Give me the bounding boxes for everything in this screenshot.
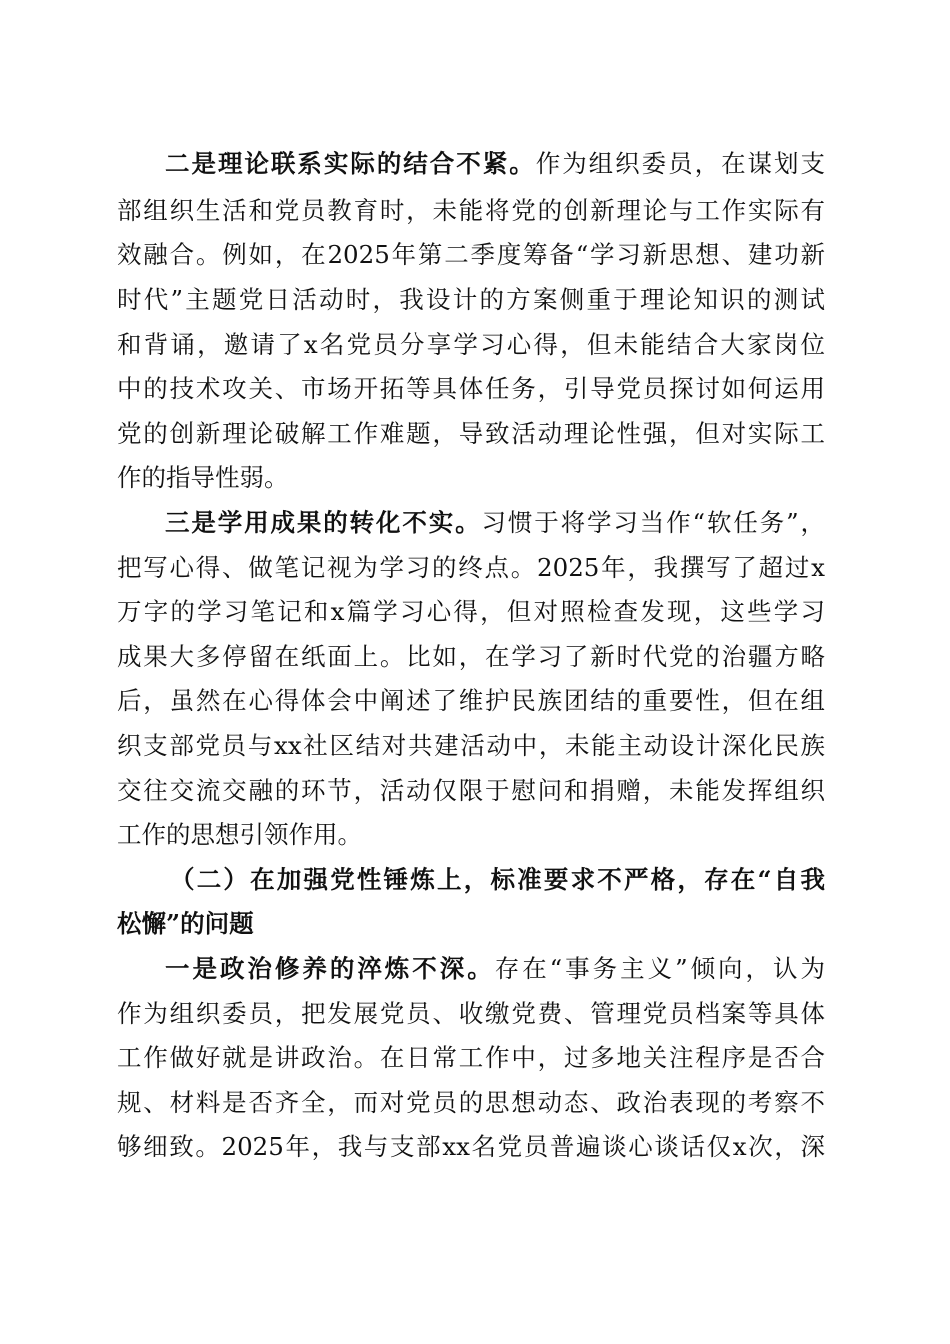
paragraph-line: 把写心得、做笔记视为学习的终点。2025年，我撰写了超过x (117, 553, 825, 582)
paragraph-line (165, 144, 825, 184)
paragraph-lead: 三是学用成果的转化不实。 (165, 508, 482, 537)
paragraph-text: 作为组织委员，在谋划支 (535, 149, 825, 178)
paragraph-line: 工作的思想引领作用。 (117, 820, 362, 849)
paragraph-line (165, 949, 825, 989)
section-heading: （二）在加强党性锤炼上，标准要求不严格，存在“自我 (170, 865, 825, 894)
paragraph-lead: 二是理论联系实际的结合不紧。 (165, 149, 536, 178)
paragraph-lead: 一是政治修养的淬炼不深。 (165, 954, 495, 983)
paragraph-text: 存在“事务主义”倾向，认为 (494, 954, 825, 983)
paragraph-text: 习惯于将学习当作“软任务”， (481, 508, 825, 537)
paragraph-line: 时代”主题党日活动时，我设计的方案侧重于理论知识的测试 (117, 285, 825, 314)
paragraph-line: 成果大多停留在纸面上。比如，在学习了新时代党的治疆方略 (117, 642, 825, 671)
paragraph-line: 够细致。2025年，我与支部xx名党员普遍谈心谈话仅x次，深 (117, 1132, 825, 1161)
paragraph-line: 部组织生活和党员教育时，未能将党的创新理论与工作实际有 (117, 196, 825, 225)
paragraph-line: 效融合。例如，在2025年第二季度筹备“学习新思想、建功新 (117, 240, 825, 269)
paragraph-line: 规、材料是否齐全，而对党员的思想动态、政治表现的考察不 (117, 1088, 825, 1117)
paragraph-line: 作为组织委员，把发展党员、收缴党费、管理党员档案等具体 (117, 999, 825, 1028)
paragraph-line: 万字的学习笔记和x篇学习心得，但对照检查发现，这些学习 (117, 597, 825, 626)
section-heading: 松懈”的问题 (117, 909, 254, 938)
paragraph-line: 工作做好就是讲政治。在日常工作中，过多地关注程序是否合 (117, 1043, 825, 1072)
paragraph-line: 交往交流交融的环节，活动仅限于慰问和捐赠，未能发挥组织 (117, 776, 825, 805)
paragraph-line: 作的指导性弱。 (117, 463, 289, 492)
paragraph-line: 中的技术攻关、市场开拓等具体任务，引导党员探讨如何运用 (117, 374, 825, 403)
paragraph-line: 后，虽然在心得体会中阐述了维护民族团结的重要性，但在组 (117, 686, 825, 715)
paragraph-line: 织支部党员与xx社区结对共建活动中，未能主动设计深化民族 (117, 731, 825, 760)
paragraph-line (165, 503, 825, 543)
paragraph-line: 和背诵，邀请了x名党员分享学习心得，但未能结合大家岗位 (117, 330, 825, 359)
paragraph-line: 党的创新理论破解工作难题，导致活动理论性强，但对实际工 (117, 419, 825, 448)
